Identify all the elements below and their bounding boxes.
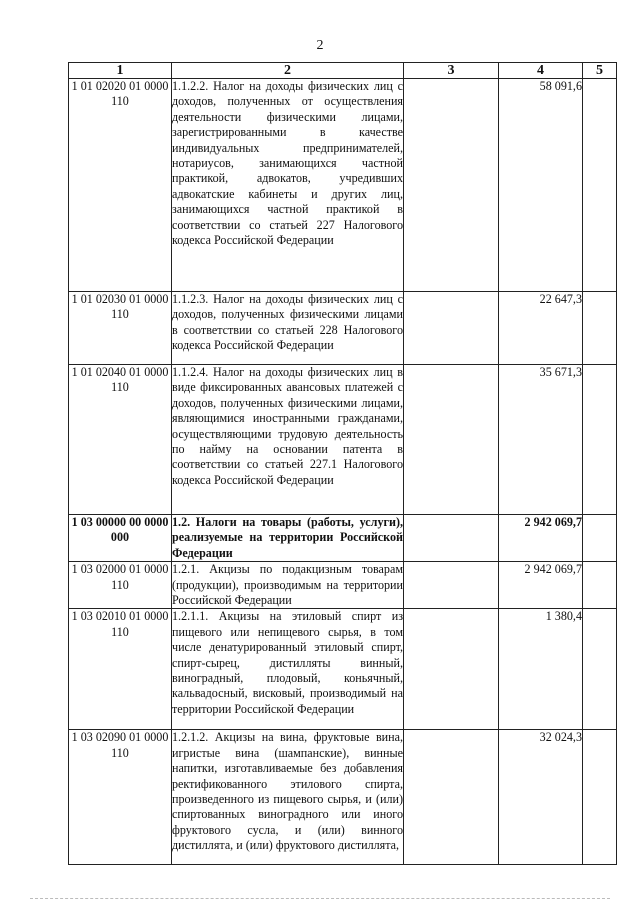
table-row bbox=[69, 609, 617, 730]
row-amount: 58 091,6 bbox=[499, 79, 583, 292]
row-col3 bbox=[404, 562, 499, 609]
header-col-3: 3 bbox=[404, 63, 499, 79]
row-col3 bbox=[404, 730, 499, 865]
row-code: 1 03 00000 00 0000 000 bbox=[69, 515, 172, 562]
table-row bbox=[69, 515, 617, 562]
table-row bbox=[69, 562, 617, 609]
row-col3 bbox=[404, 292, 499, 365]
row-code: 1 03 02090 01 0000 110 bbox=[69, 730, 172, 865]
header-col-1: 1 bbox=[69, 63, 172, 79]
row-amount: 35 671,3 bbox=[499, 365, 583, 515]
row-col5 bbox=[583, 79, 617, 292]
row-code: 1 01 02020 01 0000 110 bbox=[69, 79, 172, 292]
row-amount: 22 647,3 bbox=[499, 292, 583, 365]
row-col3 bbox=[404, 79, 499, 292]
row-col3 bbox=[404, 609, 499, 730]
row-name: 1.1.2.2. Налог на доходы физических лиц с доходов, полученных от осуществления деятельности физическими лицами, зарегистрированными в качестве индивидуальных предпринимателей, нотариусов, занимающихся частной практикой, адвокатов, учредивших адвокатские кабинеты и других лиц, занимающихся частной практикой в соответствии со статьей 227 Налогового кодекса Российской Федерации bbox=[172, 79, 404, 292]
row-amount: 1 380,4 bbox=[499, 609, 583, 730]
row-col5 bbox=[583, 562, 617, 609]
row-col5 bbox=[583, 515, 617, 562]
row-name: 1.2.1.2. Акцизы на вина, фруктовые вина, игристые вина (шампанские), винные напитки, изготавливаемые без добавления ректификованного этилового спирта, произведенного из пищевого сырья, и (или) спиртованных виноградного или иного фруктового сусла, и (или) винного дистиллята, и (или) фруктового дистиллята, bbox=[172, 730, 404, 865]
budget-table bbox=[68, 62, 617, 865]
table-row bbox=[69, 730, 617, 865]
table-row bbox=[69, 79, 617, 292]
row-name: 1.1.2.4. Налог на доходы физических лиц в виде фиксированных авансовых платежей с доходов, полученных физическими лицами, являющимися иностранными гражданами, осуществляющими трудовую деятельность по найму на основании патента в соответствии со статьей 227.1 Налогового кодекса Российской Федерации bbox=[172, 365, 404, 515]
row-code: 1 01 02040 01 0000 110 bbox=[69, 365, 172, 515]
row-col5 bbox=[583, 365, 617, 515]
header-col-2: 2 bbox=[172, 63, 404, 79]
row-col3 bbox=[404, 365, 499, 515]
row-col5 bbox=[583, 292, 617, 365]
footer-divider bbox=[30, 898, 610, 899]
row-name: 1.2.1.1. Акцизы на этиловый спирт из пищевого или непищевого сырья, в том числе денатурированный этиловый спирт, спирт-сырец, дистилляты винный, виноградный, плодовый, коньячный, кальвадосный, висковый, производимый на территории Российской Федерации bbox=[172, 609, 404, 730]
header-col-4: 4 bbox=[499, 63, 583, 79]
row-code: 1 03 02010 01 0000 110 bbox=[69, 609, 172, 730]
row-name: 1.2. Налоги на товары (работы, услуги), реализуемые на территории Российской Федерации bbox=[172, 515, 403, 560]
header-col-5: 5 bbox=[583, 63, 617, 79]
row-name: 1.2.1. Акцизы по подакцизным товарам (продукции), производимым на территории Российской Федерации bbox=[172, 562, 403, 608]
row-amount: 2 942 069,7 bbox=[499, 515, 583, 562]
row-name: 1.1.2.3. Налог на доходы физических лиц с доходов, полученных физическими лицами в соответствии со статьей 228 Налогового кодекса Российской Федерации bbox=[172, 292, 404, 365]
table-row bbox=[69, 292, 617, 365]
table-row bbox=[69, 365, 617, 515]
row-code: 1 03 02000 01 0000 110 bbox=[69, 562, 172, 609]
row-col5 bbox=[583, 730, 617, 865]
row-amount: 32 024,3 bbox=[499, 730, 583, 865]
row-code: 1 01 02030 01 0000 110 bbox=[69, 292, 172, 365]
row-col3 bbox=[404, 515, 499, 562]
header-row bbox=[69, 63, 617, 79]
page-number: 2 bbox=[316, 38, 324, 53]
row-amount: 2 942 069,7 bbox=[499, 562, 583, 609]
row-col5 bbox=[583, 609, 617, 730]
